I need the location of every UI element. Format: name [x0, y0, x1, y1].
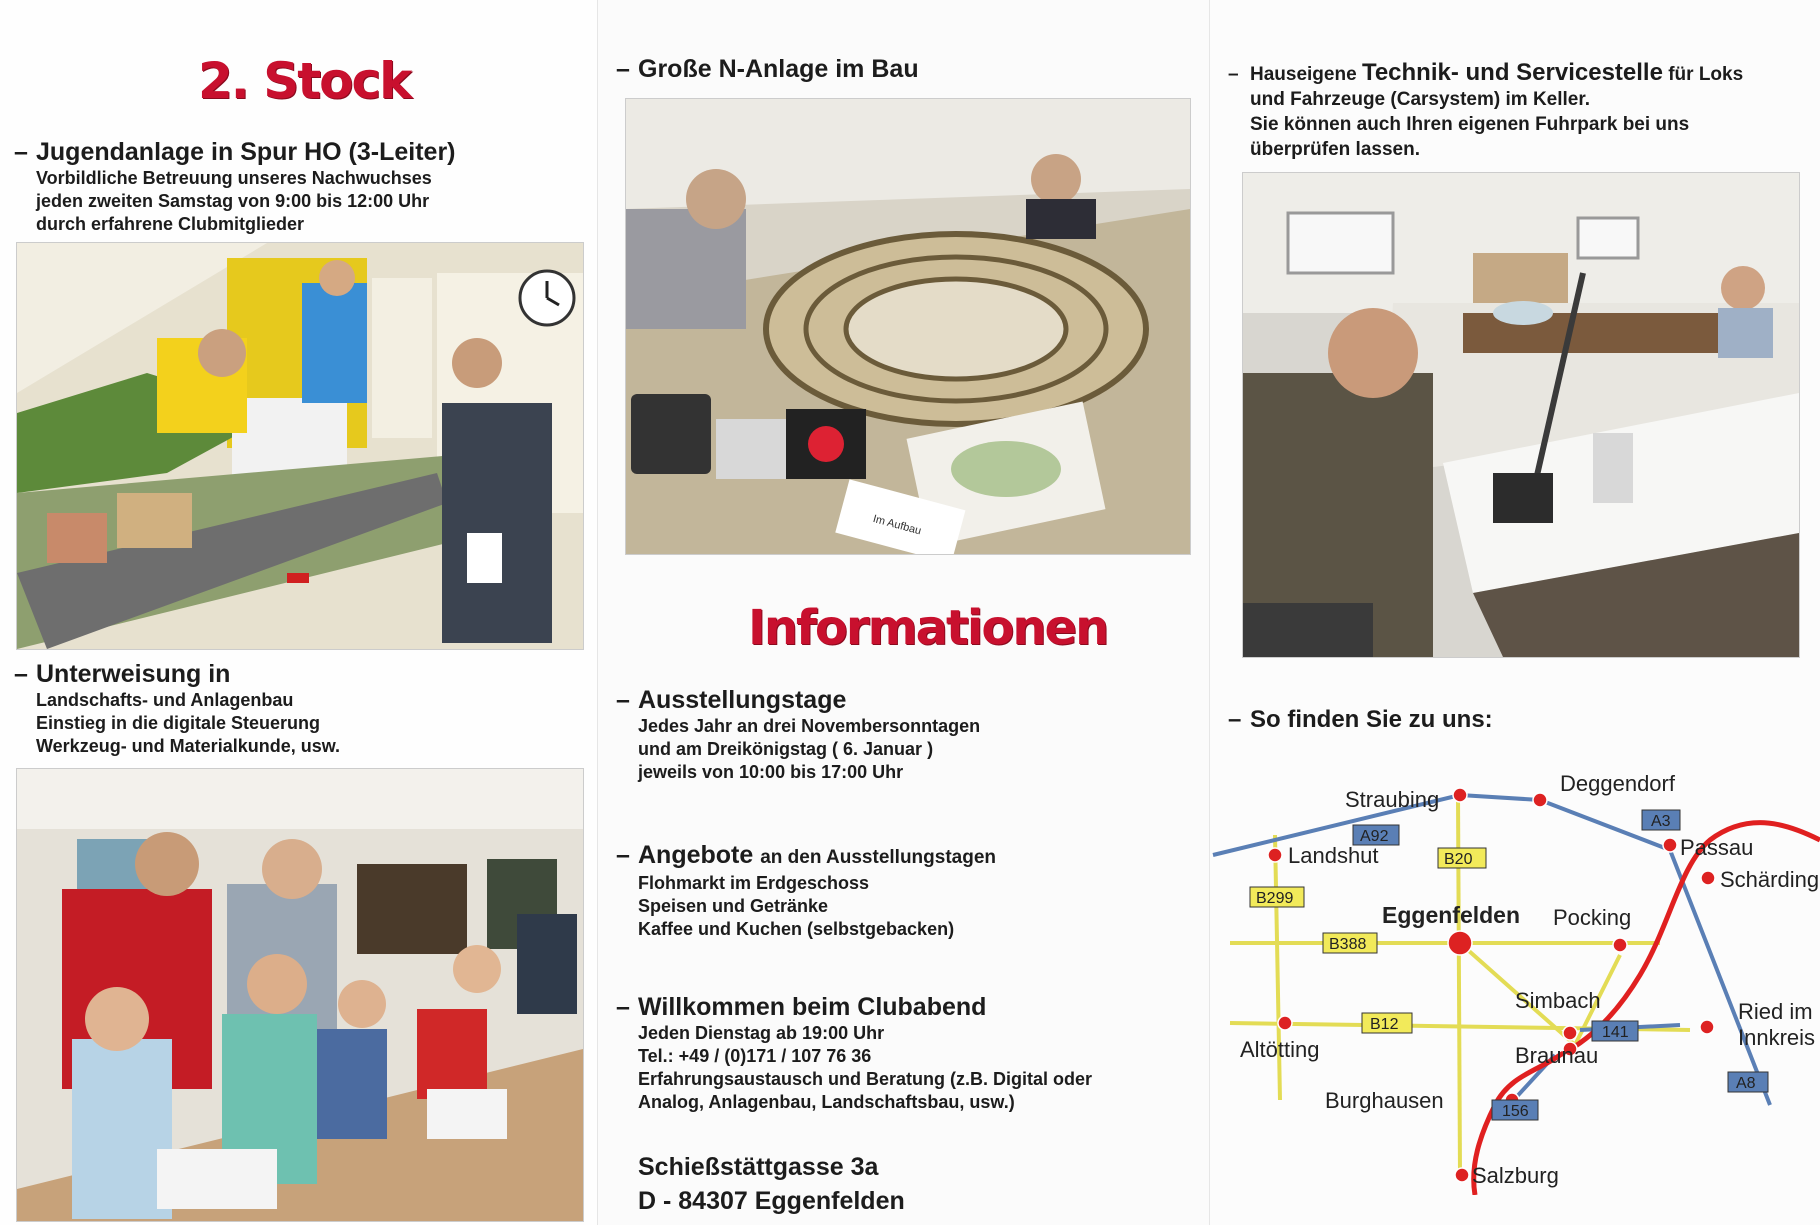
body-line: Erfahrungsaustausch und Beratung (z.B. Digital oder [638, 1069, 1093, 1089]
body-line: überprüfen lassen. [1250, 139, 1420, 160]
section-body [616, 715, 1196, 784]
section-heading: Angebote [638, 841, 754, 869]
body-line: Vorbildliche Betreuung unseres Nachwuchses [36, 168, 432, 188]
section-body [616, 1022, 1206, 1114]
section-body [14, 167, 584, 236]
city-eggenfelden: Eggenfelden [1382, 902, 1521, 928]
body-line: Einstieg in die digitale Steuerung [36, 713, 321, 733]
address-city: D - 84307 Eggenfelden [638, 1187, 905, 1215]
panel-left [0, 0, 598, 1225]
section-body [14, 689, 584, 758]
body-line: jeden zweiten Samstag von 9:00 bis 12:00 Uhr [36, 191, 430, 211]
photo-workshop [16, 768, 584, 1222]
city-deggendorf: Deggendorf [1560, 771, 1675, 796]
body-line: Jeden Dienstag ab 19:00 Uhr [638, 1023, 885, 1043]
section-heading: Jugendanlage in Spur HO (3-Leiter) [36, 138, 456, 166]
road-a92-label: A92 [1360, 828, 1389, 845]
service-highlight: Technik- und Servicestelle [1361, 59, 1663, 86]
section-heading: Ausstellungstage [638, 686, 847, 714]
body-line: Analog, Anlagenbau, Landschaftsbau, usw.) [638, 1092, 1015, 1112]
city-schaerding: Schärding [1720, 867, 1820, 892]
road-b20-label: B20 [1444, 851, 1473, 868]
body-line: Kaffee und Kuchen (selbstgebacken) [638, 919, 955, 939]
body-line: Speisen und Getränke [638, 896, 829, 916]
body-line: und Fahrzeuge (Carsystem) im Keller. [1250, 89, 1590, 110]
section-heading: Unterweisung in [36, 660, 231, 688]
club-address [638, 1150, 905, 1218]
service-prefix: Hauseigene [1250, 64, 1357, 85]
section-anfahrt: – So finden Sie zu uns: [1228, 706, 1493, 733]
body-line: Jedes Jahr an drei Novembersonntagen [638, 716, 981, 736]
body-line: jeweils von 10:00 bis 17:00 Uhr [638, 762, 904, 782]
body-line: Flohmarkt im Erdgeschoss [638, 873, 870, 893]
road-156-label: 156 [1502, 1103, 1529, 1120]
city-ried-line2: Innkreis [1738, 1025, 1816, 1050]
section-ausstellungstage: – Ausstellungstage Jedes Jahr an drei Novembersonntagen und am Dreikönigstag ( 6. Januar ) jeweils von 10:00 bis 17:00 Uhr [616, 686, 1196, 784]
body-line: Sie können auch Ihren eigenen Fuhrpark bei uns [1250, 114, 1690, 135]
section-jugendanlage: – Jugendanlage in Spur HO (3-Leiter) Vorbildliche Betreuung unseres Nachwuchses jeden zweiten Samstag von 9:00 bis 12:00 Uhr durch erfahrene Clubmitglieder [14, 138, 584, 236]
city-passau: Passau [1680, 835, 1754, 860]
road-b12-label: B12 [1370, 1016, 1399, 1033]
service-suffix: für Loks [1668, 64, 1744, 85]
city-altoetting: Altötting [1240, 1037, 1320, 1062]
city-straubing: Straubing [1345, 787, 1440, 812]
section-body [616, 872, 1196, 941]
body-line: und am Dreikönigstag ( 6. Januar ) [638, 739, 934, 759]
section-servicestelle: – Hauseigene Technik- und Servicestelle für Loks und Fahrzeuge (Carsystem) im Keller. Sie können auch Ihren eigenen Fuhrpark bei uns überprüfen lassen. [1228, 60, 1813, 162]
city-landshut: Landshut [1288, 843, 1379, 868]
body-line: durch erfahrene Clubmitglieder [36, 214, 305, 234]
photo-youth-layout [16, 242, 584, 650]
section-heading: Große N-Anlage im Bau [638, 55, 919, 83]
photo-sign-text: Im Aufbau [871, 512, 923, 538]
city-salzburg: Salzburg [1472, 1163, 1559, 1188]
city-pocking: Pocking [1553, 905, 1632, 930]
section-heading: So finden Sie zu uns: [1250, 706, 1493, 733]
route-map [1210, 755, 1820, 1195]
road-a8-label: A8 [1736, 1075, 1756, 1092]
panel-right [1210, 0, 1820, 1225]
section-heading-suffix: an den Ausstellungstagen [760, 847, 997, 868]
photo-n-layout [625, 98, 1191, 555]
body-line: Landschafts- und Anlagenbau [36, 690, 294, 710]
road-b388-label: B388 [1329, 936, 1367, 953]
section-angebote: – Angebote an den Ausstellungstagen Flohmarkt im Erdgeschoss Speisen und Getränke Kaffee und Kuchen (selbstgebacken) [616, 841, 1196, 941]
section-clubabend: – Willkommen beim Clubabend Jeden Dienstag ab 19:00 Uhr Tel.: +49 / (0)171 / 107 76 36 Erfahrungsaustausch und Beratung (z.B. Digital oder Analog, Anlagenbau, Landschaftsbau, usw.) [616, 993, 1206, 1114]
city-ried-line1: Ried im [1738, 999, 1813, 1024]
city-burghausen: Burghausen [1325, 1088, 1444, 1113]
road-141-label: 141 [1602, 1024, 1629, 1041]
body-line: Tel.: +49 / (0)171 / 107 76 36 [638, 1046, 872, 1066]
road-a3-label: A3 [1651, 813, 1671, 830]
address-street: Schießstättgasse 3a [638, 1153, 879, 1181]
section-heading: Willkommen beim Clubabend [638, 993, 987, 1021]
body-line: Werkzeug- und Materialkunde, usw. [36, 736, 341, 756]
road-b299-label: B299 [1256, 890, 1294, 907]
panel-title-informationen: Informationen [748, 600, 1108, 656]
section-unterweisung: – Unterweisung in Landschafts- und Anlagenbau Einstieg in die digitale Steuerung Werkzeug- und Materialkunde, usw. [14, 660, 584, 758]
city-braunau: Braunau [1515, 1043, 1599, 1068]
city-simbach: Simbach [1515, 988, 1601, 1013]
section-body [1228, 87, 1813, 162]
photo-service-workshop [1242, 172, 1800, 658]
section-n-anlage: – Große N-Anlage im Bau [616, 55, 919, 83]
panel-title-2-stock: 2. Stock [198, 52, 411, 110]
panel-middle [598, 0, 1210, 1225]
